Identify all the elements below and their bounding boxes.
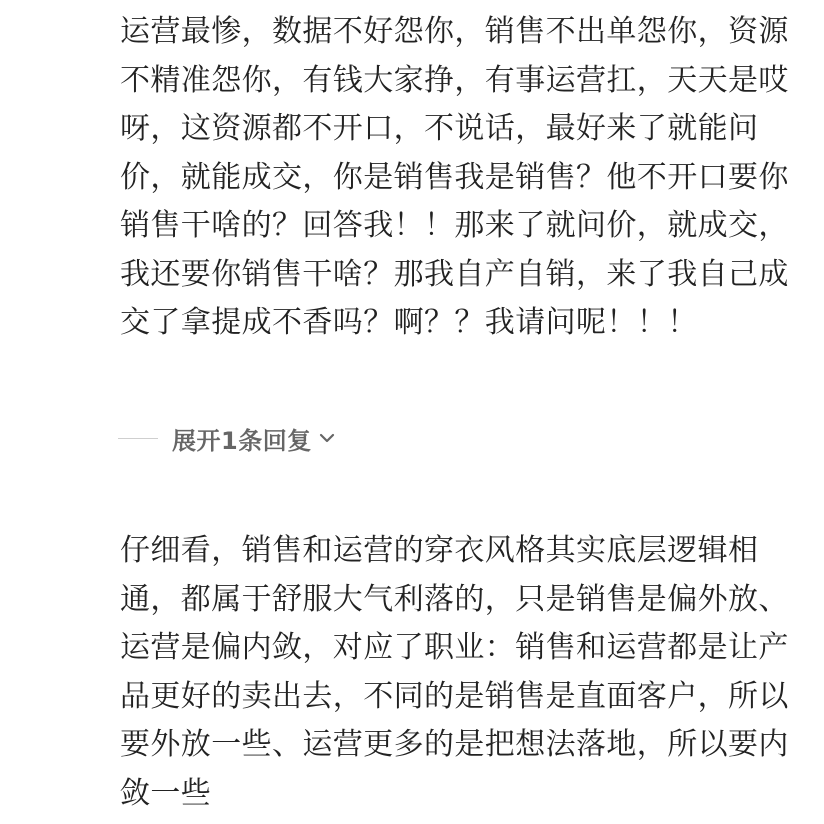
comment-text: 仔细看，销售和运营的穿衣风格其实底层逻辑相通，都属于舒服大气利落的，只是销售是偏外放、运营是偏内敛，对应了职业：销售和运营都是让产品更好的卖出去，不同的是销售是直面客户，所以要外放一些、运营更多的是把想法落地，所以要内敛一些 (120, 533, 789, 811)
expand-replies-button[interactable] (172, 421, 336, 456)
expand-replies-label: 展开1条回复 (172, 426, 312, 455)
reply-expander (118, 418, 336, 458)
reply-divider-line (118, 438, 158, 439)
comment-text: 运营最惨，数据不好怨你，销售不出单怨你，资源不精准怨你，有钱大家挣，有事运营扛，天天是哎呀，这资源都不开口，不说话，最好来了就能问价，就能成交，你是销售我是销售？他不开口要你销售干啥的？回答我！！那来了就问价，就成交，我还要你销售干啥？那我自产自销，来了我自己成交了拿提成不香吗？啊？？我请问呢！！！ (120, 14, 789, 340)
chevron-down-icon (318, 429, 336, 447)
